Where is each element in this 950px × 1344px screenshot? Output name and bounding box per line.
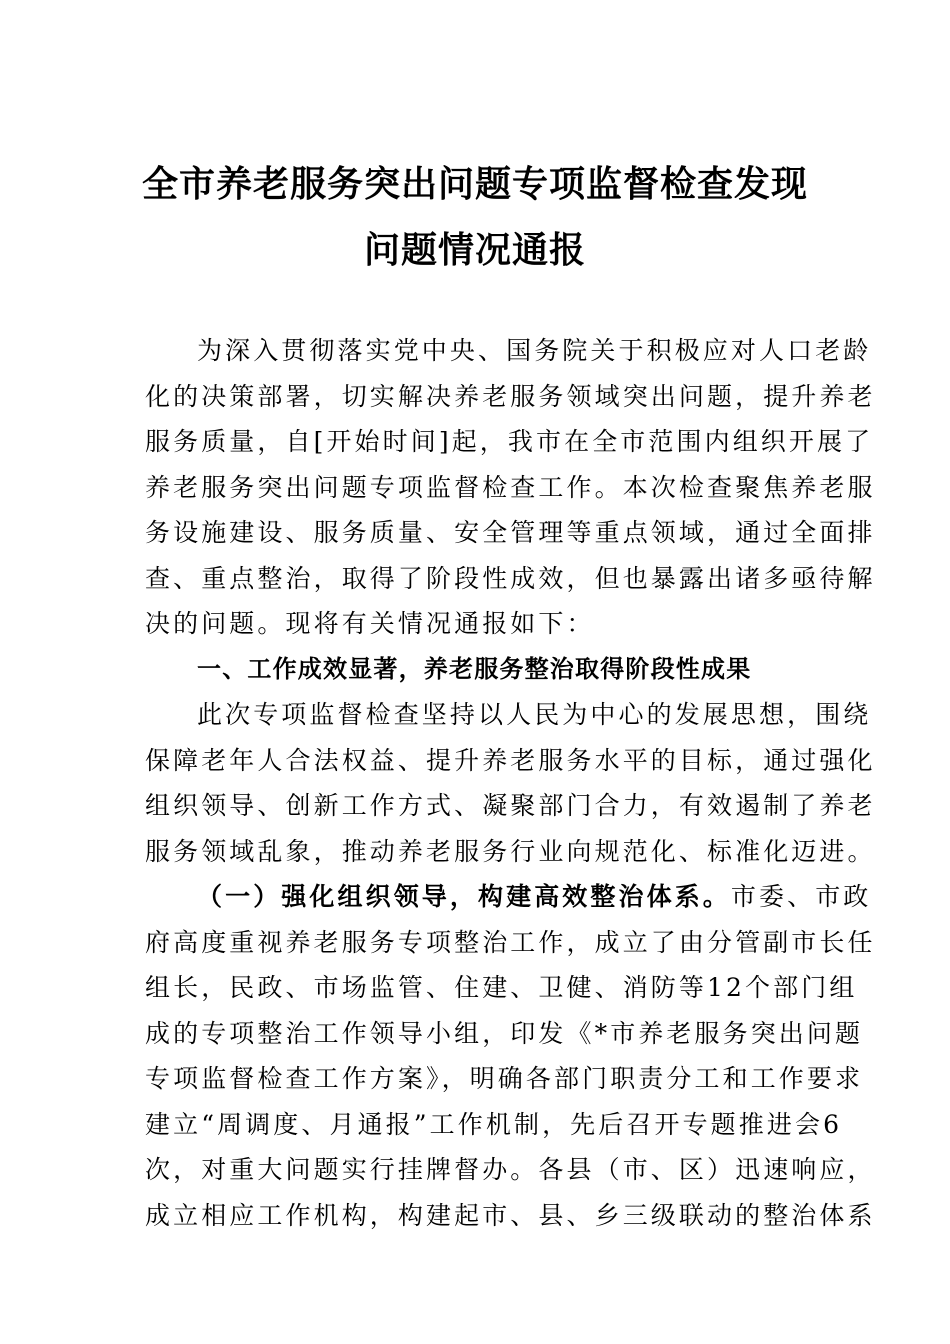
body-line: 组长，民政、市场监管、住建、卫健、消防等12个部门组: [145, 973, 858, 1002]
body-line: 府高度重视养老服务专项整治工作，成立了由分管副市长任: [145, 927, 876, 957]
body-line: 养老服务突出问题专项监督检查工作。本次检查聚焦养老服: [145, 472, 876, 502]
body-line: 决的问题。现将有关情况通报如下：: [145, 609, 595, 638]
document-title-line-1: 全市养老服务突出问题专项监督检查发现: [141, 163, 808, 205]
body-line: 化的决策部署，切实解决养老服务领域突出问题，提升养老: [145, 381, 876, 411]
body-line: 务设施建设、服务质量、安全管理等重点领域，通过全面排: [145, 518, 876, 547]
body-line: 成立相应工作机构，构建起市、县、乡三级联动的整治体系: [145, 1200, 876, 1230]
body-line: 服务质量，自[开始时间]起，我市在全市范围内组织开展了: [145, 427, 874, 456]
body-line: 次，对重大问题实行挂牌督办。各县（市、区）迅速响应，: [145, 1155, 876, 1184]
section-heading-1: 一、工作成效显著，养老服务整治取得阶段性成果: [197, 654, 752, 683]
body-line: 建立“周调度、月通报”工作机制，先后召开专题推进会6: [145, 1109, 843, 1139]
subsection-heading-1: （一）强化组织领导，构建高效整治体系。: [197, 882, 731, 911]
body-line: 成的专项整治工作领导小组，印发《*市养老服务突出问题: [145, 1018, 864, 1048]
body-line: 为深入贯彻落实党中央、国务院关于积极应对人口老龄: [197, 336, 872, 365]
body-line: 专项监督检查工作方案》，明确各部门职责分工和工作要求: [145, 1064, 864, 1093]
body-line: 服务领域乱象，推动养老服务行业向规范化、标准化迈进。: [145, 836, 876, 866]
subsection-text: 市委、市政: [730, 882, 872, 911]
document-title-line-2: 问题情况通报: [363, 229, 586, 271]
body-line: 查、重点整治，取得了阶段性成效，但也暴露出诸多亟待解: [145, 563, 876, 593]
body-line: 保障老年人合法权益、提升养老服务水平的目标，通过强化: [145, 745, 876, 775]
subsection-line: [145, 874, 872, 920]
document-body: [145, 328, 876, 1238]
body-line: 组织领导、创新工作方式、凝聚部门合力，有效遏制了养老: [145, 791, 876, 820]
body-line: 此次专项监督检查坚持以人民为中心的发展思想，围绕: [197, 700, 872, 729]
